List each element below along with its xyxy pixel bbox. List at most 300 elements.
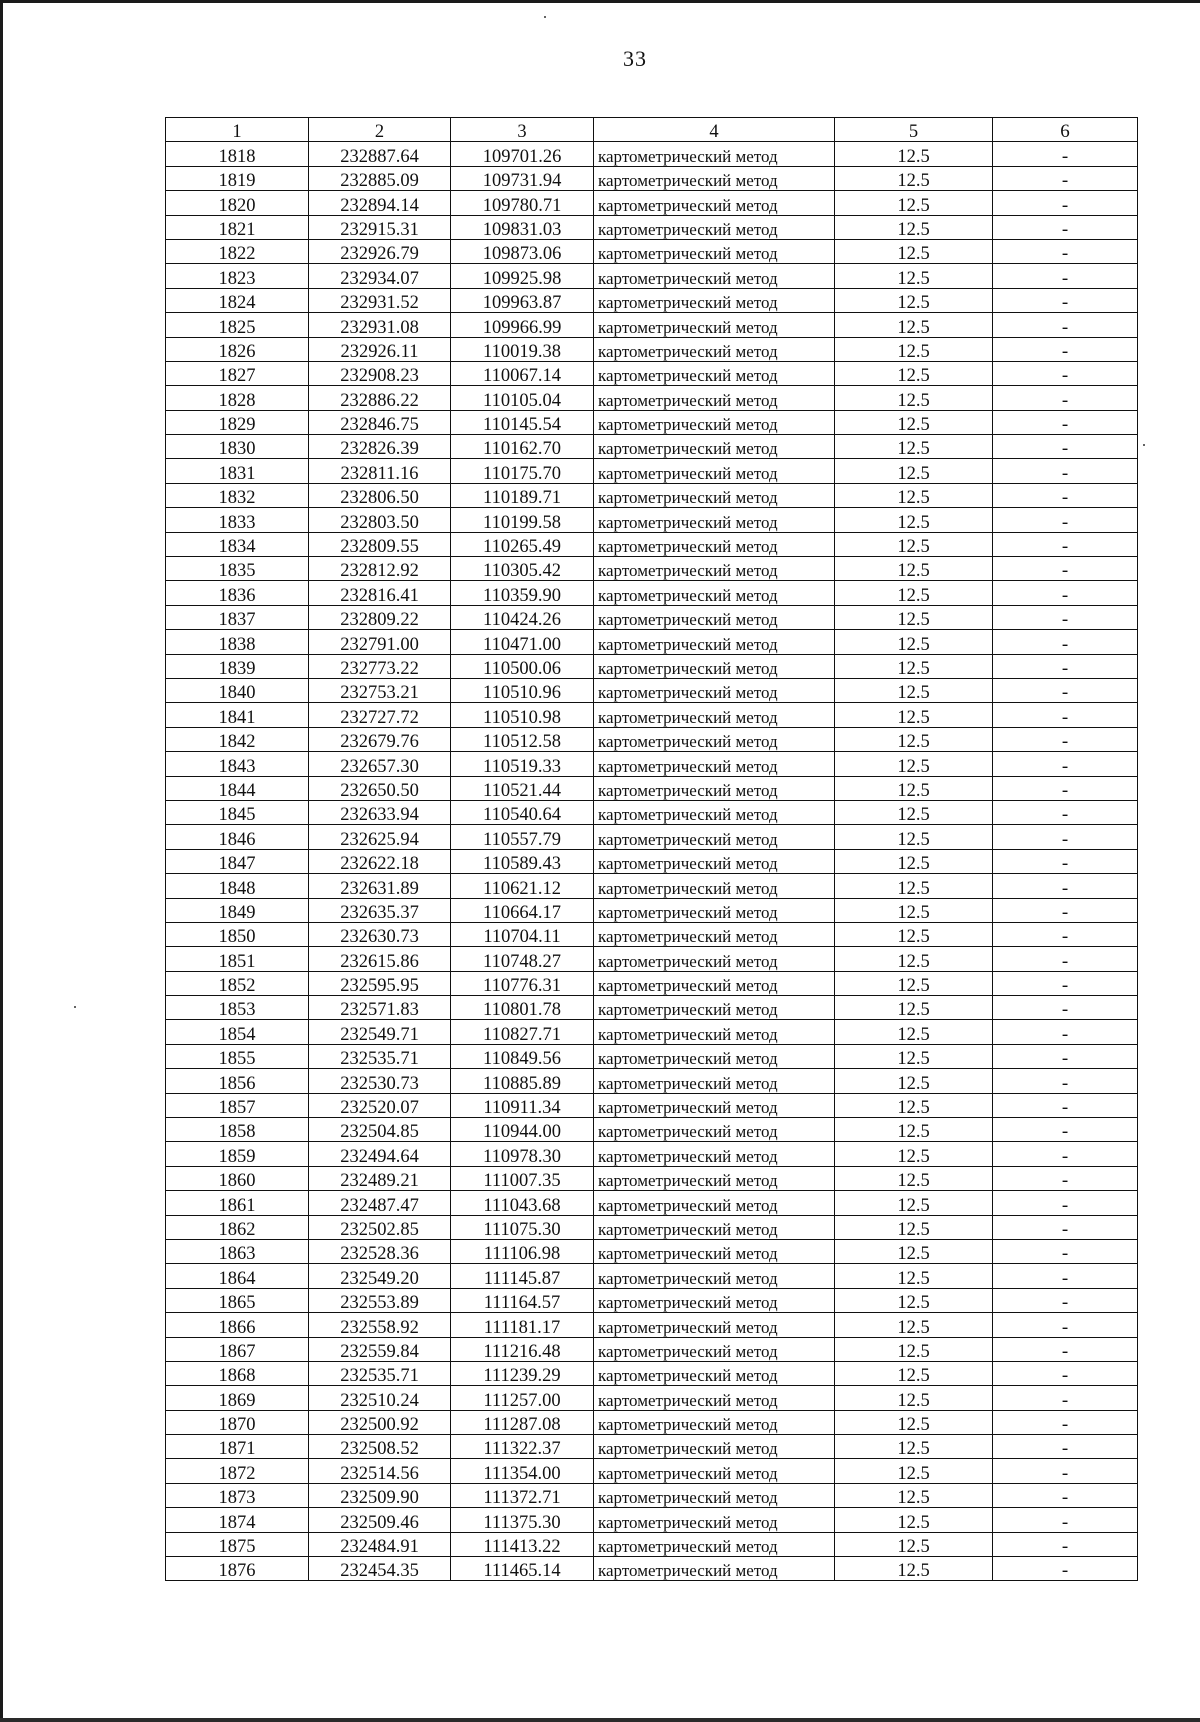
column-header: 2	[309, 118, 451, 142]
precision-cell: 12.5	[835, 459, 993, 483]
point-number-cell: 1820	[166, 191, 309, 215]
note-cell: -	[993, 800, 1138, 824]
table-row	[166, 215, 1138, 239]
precision-cell: 12.5	[835, 752, 993, 776]
precision-cell: 12.5	[835, 1410, 993, 1434]
method-cell: картометрический метод	[594, 898, 835, 922]
table-row	[166, 386, 1138, 410]
method-cell: картометрический метод	[594, 947, 835, 971]
x-coordinate-cell: 232549.20	[309, 1264, 451, 1288]
method-cell: картометрический метод	[594, 630, 835, 654]
y-coordinate-cell: 110557.79	[451, 825, 594, 849]
y-coordinate-cell: 110424.26	[451, 605, 594, 629]
table-row	[166, 483, 1138, 507]
table-row	[166, 1044, 1138, 1068]
x-coordinate-cell: 232502.85	[309, 1215, 451, 1239]
table-body	[166, 142, 1138, 1581]
point-number-cell: 1851	[166, 947, 309, 971]
method-cell: картометрический метод	[594, 874, 835, 898]
x-coordinate-cell: 232657.30	[309, 752, 451, 776]
y-coordinate-cell: 110145.54	[451, 410, 594, 434]
scan-border-top	[0, 0, 1200, 3]
x-coordinate-cell: 232773.22	[309, 654, 451, 678]
precision-cell: 12.5	[835, 264, 993, 288]
point-number-cell: 1834	[166, 532, 309, 556]
column-header: 4	[594, 118, 835, 142]
x-coordinate-cell: 232510.24	[309, 1386, 451, 1410]
method-cell: картометрический метод	[594, 288, 835, 312]
note-cell: -	[993, 459, 1138, 483]
y-coordinate-cell: 110849.56	[451, 1044, 594, 1068]
precision-cell: 12.5	[835, 1093, 993, 1117]
table-row	[166, 508, 1138, 532]
method-cell: картометрический метод	[594, 1483, 835, 1507]
table-row	[166, 410, 1138, 434]
column-header: 1	[166, 118, 309, 142]
point-number-cell: 1864	[166, 1264, 309, 1288]
y-coordinate-cell: 110175.70	[451, 459, 594, 483]
point-number-cell: 1829	[166, 410, 309, 434]
note-cell: -	[993, 605, 1138, 629]
precision-cell: 12.5	[835, 386, 993, 410]
precision-cell: 12.5	[835, 849, 993, 873]
method-cell: картометрический метод	[594, 1410, 835, 1434]
y-coordinate-cell: 111465.14	[451, 1557, 594, 1581]
table-row	[166, 1337, 1138, 1361]
y-coordinate-cell: 110521.44	[451, 776, 594, 800]
y-coordinate-cell: 111145.87	[451, 1264, 594, 1288]
method-cell: картометрический метод	[594, 1093, 835, 1117]
table-row	[166, 1020, 1138, 1044]
x-coordinate-cell: 232926.79	[309, 239, 451, 263]
x-coordinate-cell: 232535.71	[309, 1044, 451, 1068]
note-cell: -	[993, 337, 1138, 361]
y-coordinate-cell: 111372.71	[451, 1483, 594, 1507]
point-number-cell: 1825	[166, 313, 309, 337]
x-coordinate-cell: 232615.86	[309, 947, 451, 971]
y-coordinate-cell: 110359.90	[451, 581, 594, 605]
method-cell: картометрический метод	[594, 996, 835, 1020]
note-cell: -	[993, 1191, 1138, 1215]
precision-cell: 12.5	[835, 337, 993, 361]
y-coordinate-cell: 110512.58	[451, 727, 594, 751]
x-coordinate-cell: 232504.85	[309, 1118, 451, 1142]
x-coordinate-cell: 232487.47	[309, 1191, 451, 1215]
precision-cell: 12.5	[835, 1215, 993, 1239]
method-cell: картометрический метод	[594, 849, 835, 873]
point-number-cell: 1824	[166, 288, 309, 312]
point-number-cell: 1852	[166, 971, 309, 995]
table-row	[166, 605, 1138, 629]
method-cell: картометрический метод	[594, 752, 835, 776]
point-number-cell: 1875	[166, 1532, 309, 1556]
point-number-cell: 1842	[166, 727, 309, 751]
method-cell: картометрический метод	[594, 1435, 835, 1459]
x-coordinate-cell: 232915.31	[309, 215, 451, 239]
x-coordinate-cell: 232931.52	[309, 288, 451, 312]
x-coordinate-cell: 232727.72	[309, 703, 451, 727]
method-cell: картометрический метод	[594, 1069, 835, 1093]
method-cell: картометрический метод	[594, 1191, 835, 1215]
y-coordinate-cell: 111075.30	[451, 1215, 594, 1239]
note-cell: -	[993, 313, 1138, 337]
precision-cell: 12.5	[835, 191, 993, 215]
x-coordinate-cell: 232826.39	[309, 435, 451, 459]
note-cell: -	[993, 166, 1138, 190]
x-coordinate-cell: 232791.00	[309, 630, 451, 654]
x-coordinate-cell: 232558.92	[309, 1313, 451, 1337]
y-coordinate-cell: 109873.06	[451, 239, 594, 263]
x-coordinate-cell: 232571.83	[309, 996, 451, 1020]
table-row	[166, 166, 1138, 190]
method-cell: картометрический метод	[594, 1337, 835, 1361]
table-row	[166, 947, 1138, 971]
y-coordinate-cell: 110067.14	[451, 361, 594, 385]
x-coordinate-cell: 232894.14	[309, 191, 451, 215]
y-coordinate-cell: 110911.34	[451, 1093, 594, 1117]
precision-cell: 12.5	[835, 1166, 993, 1190]
point-number-cell: 1848	[166, 874, 309, 898]
method-cell: картометрический метод	[594, 1020, 835, 1044]
note-cell: -	[993, 483, 1138, 507]
method-cell: картометрический метод	[594, 1288, 835, 1312]
y-coordinate-cell: 109831.03	[451, 215, 594, 239]
precision-cell: 12.5	[835, 142, 993, 166]
note-cell: -	[993, 1435, 1138, 1459]
method-cell: картометрический метод	[594, 1557, 835, 1581]
y-coordinate-cell: 111375.30	[451, 1508, 594, 1532]
precision-cell: 12.5	[835, 825, 993, 849]
note-cell: -	[993, 703, 1138, 727]
method-cell: картометрический метод	[594, 313, 835, 337]
table-row	[166, 971, 1138, 995]
table-row	[166, 459, 1138, 483]
method-cell: картометрический метод	[594, 1264, 835, 1288]
method-cell: картометрический метод	[594, 1361, 835, 1385]
method-cell: картометрический метод	[594, 337, 835, 361]
method-cell: картометрический метод	[594, 1532, 835, 1556]
x-coordinate-cell: 232494.64	[309, 1142, 451, 1166]
precision-cell: 12.5	[835, 435, 993, 459]
table-row	[166, 313, 1138, 337]
x-coordinate-cell: 232535.71	[309, 1361, 451, 1385]
point-number-cell: 1846	[166, 825, 309, 849]
y-coordinate-cell: 109966.99	[451, 313, 594, 337]
precision-cell: 12.5	[835, 1532, 993, 1556]
point-number-cell: 1856	[166, 1069, 309, 1093]
note-cell: -	[993, 142, 1138, 166]
point-number-cell: 1862	[166, 1215, 309, 1239]
point-number-cell: 1850	[166, 922, 309, 946]
note-cell: -	[993, 581, 1138, 605]
precision-cell: 12.5	[835, 874, 993, 898]
y-coordinate-cell: 110664.17	[451, 898, 594, 922]
table-row	[166, 825, 1138, 849]
table-row	[166, 1361, 1138, 1385]
y-coordinate-cell: 110885.89	[451, 1069, 594, 1093]
point-number-cell: 1871	[166, 1435, 309, 1459]
method-cell: картометрический метод	[594, 581, 835, 605]
precision-cell: 12.5	[835, 361, 993, 385]
precision-cell: 12.5	[835, 1386, 993, 1410]
method-cell: картометрический метод	[594, 1166, 835, 1190]
note-cell: -	[993, 630, 1138, 654]
point-number-cell: 1858	[166, 1118, 309, 1142]
precision-cell: 12.5	[835, 1557, 993, 1581]
point-number-cell: 1857	[166, 1093, 309, 1117]
column-header: 6	[993, 118, 1138, 142]
point-number-cell: 1836	[166, 581, 309, 605]
method-cell: картометрический метод	[594, 654, 835, 678]
note-cell: -	[993, 654, 1138, 678]
x-coordinate-cell: 232630.73	[309, 922, 451, 946]
x-coordinate-cell: 232816.41	[309, 581, 451, 605]
y-coordinate-cell: 110162.70	[451, 435, 594, 459]
point-number-cell: 1863	[166, 1239, 309, 1263]
x-coordinate-cell: 232887.64	[309, 142, 451, 166]
note-cell: -	[993, 1020, 1138, 1044]
x-coordinate-cell: 232809.22	[309, 605, 451, 629]
x-coordinate-cell: 232509.46	[309, 1508, 451, 1532]
y-coordinate-cell: 110748.27	[451, 947, 594, 971]
table-row	[166, 800, 1138, 824]
table-row	[166, 288, 1138, 312]
method-cell: картометрический метод	[594, 800, 835, 824]
table-row	[166, 142, 1138, 166]
table-row	[166, 1386, 1138, 1410]
y-coordinate-cell: 110305.42	[451, 557, 594, 581]
y-coordinate-cell: 110199.58	[451, 508, 594, 532]
point-number-cell: 1840	[166, 678, 309, 702]
header-row	[166, 118, 1138, 142]
y-coordinate-cell: 109780.71	[451, 191, 594, 215]
method-cell: картометрический метод	[594, 142, 835, 166]
method-cell: картометрический метод	[594, 922, 835, 946]
method-cell: картометрический метод	[594, 1508, 835, 1532]
note-cell: -	[993, 508, 1138, 532]
x-coordinate-cell: 232886.22	[309, 386, 451, 410]
point-number-cell: 1854	[166, 1020, 309, 1044]
y-coordinate-cell: 110510.96	[451, 678, 594, 702]
table-row	[166, 239, 1138, 263]
point-number-cell: 1867	[166, 1337, 309, 1361]
point-number-cell: 1876	[166, 1557, 309, 1581]
point-number-cell: 1847	[166, 849, 309, 873]
scan-border-left	[0, 0, 3, 1722]
method-cell: картометрический метод	[594, 776, 835, 800]
note-cell: -	[993, 386, 1138, 410]
note-cell: -	[993, 1337, 1138, 1361]
point-number-cell: 1819	[166, 166, 309, 190]
precision-cell: 12.5	[835, 727, 993, 751]
x-coordinate-cell: 232559.84	[309, 1337, 451, 1361]
method-cell: картометрический метод	[594, 435, 835, 459]
note-cell: -	[993, 849, 1138, 873]
y-coordinate-cell: 111216.48	[451, 1337, 594, 1361]
note-cell: -	[993, 1044, 1138, 1068]
precision-cell: 12.5	[835, 1069, 993, 1093]
table-row	[166, 678, 1138, 702]
y-coordinate-cell: 111007.35	[451, 1166, 594, 1190]
note-cell: -	[993, 239, 1138, 263]
precision-cell: 12.5	[835, 605, 993, 629]
table-row	[166, 361, 1138, 385]
point-number-cell: 1872	[166, 1459, 309, 1483]
precision-cell: 12.5	[835, 313, 993, 337]
method-cell: картометрический метод	[594, 166, 835, 190]
method-cell: картометрический метод	[594, 1313, 835, 1337]
point-number-cell: 1855	[166, 1044, 309, 1068]
table-row	[166, 922, 1138, 946]
y-coordinate-cell: 110105.04	[451, 386, 594, 410]
x-coordinate-cell: 232806.50	[309, 483, 451, 507]
precision-cell: 12.5	[835, 1142, 993, 1166]
method-cell: картометрический метод	[594, 1239, 835, 1263]
note-cell: -	[993, 1557, 1138, 1581]
note-cell: -	[993, 288, 1138, 312]
precision-cell: 12.5	[835, 1313, 993, 1337]
x-coordinate-cell: 232846.75	[309, 410, 451, 434]
x-coordinate-cell: 232885.09	[309, 166, 451, 190]
note-cell: -	[993, 1361, 1138, 1385]
y-coordinate-cell: 110589.43	[451, 849, 594, 873]
note-cell: -	[993, 1410, 1138, 1434]
x-coordinate-cell: 232635.37	[309, 898, 451, 922]
precision-cell: 12.5	[835, 776, 993, 800]
note-cell: -	[993, 1508, 1138, 1532]
y-coordinate-cell: 110978.30	[451, 1142, 594, 1166]
note-cell: -	[993, 971, 1138, 995]
y-coordinate-cell: 111181.17	[451, 1313, 594, 1337]
y-coordinate-cell: 110519.33	[451, 752, 594, 776]
method-cell: картометрический метод	[594, 1386, 835, 1410]
precision-cell: 12.5	[835, 1288, 993, 1312]
y-coordinate-cell: 111354.00	[451, 1459, 594, 1483]
precision-cell: 12.5	[835, 1508, 993, 1532]
precision-cell: 12.5	[835, 215, 993, 239]
y-coordinate-cell: 110944.00	[451, 1118, 594, 1142]
precision-cell: 12.5	[835, 800, 993, 824]
precision-cell: 12.5	[835, 166, 993, 190]
table-row	[166, 1239, 1138, 1263]
x-coordinate-cell: 232454.35	[309, 1557, 451, 1581]
precision-cell: 12.5	[835, 1337, 993, 1361]
y-coordinate-cell: 111287.08	[451, 1410, 594, 1434]
point-number-cell: 1835	[166, 557, 309, 581]
note-cell: -	[993, 678, 1138, 702]
precision-cell: 12.5	[835, 508, 993, 532]
x-coordinate-cell: 232484.91	[309, 1532, 451, 1556]
method-cell: картометрический метод	[594, 361, 835, 385]
x-coordinate-cell: 232549.71	[309, 1020, 451, 1044]
precision-cell: 12.5	[835, 1020, 993, 1044]
method-cell: картометрический метод	[594, 1459, 835, 1483]
table-row	[166, 1508, 1138, 1532]
point-number-cell: 1833	[166, 508, 309, 532]
point-number-cell: 1837	[166, 605, 309, 629]
method-cell: картометрический метод	[594, 727, 835, 751]
method-cell: картометрический метод	[594, 1044, 835, 1068]
precision-cell: 12.5	[835, 654, 993, 678]
note-cell: -	[993, 1239, 1138, 1263]
note-cell: -	[993, 947, 1138, 971]
precision-cell: 12.5	[835, 1264, 993, 1288]
precision-cell: 12.5	[835, 1044, 993, 1068]
scan-speck	[1143, 444, 1145, 446]
note-cell: -	[993, 996, 1138, 1020]
point-number-cell: 1821	[166, 215, 309, 239]
note-cell: -	[993, 1093, 1138, 1117]
note-cell: -	[993, 1166, 1138, 1190]
precision-cell: 12.5	[835, 288, 993, 312]
precision-cell: 12.5	[835, 1239, 993, 1263]
x-coordinate-cell: 232528.36	[309, 1239, 451, 1263]
method-cell: картометрический метод	[594, 532, 835, 556]
precision-cell: 12.5	[835, 483, 993, 507]
point-number-cell: 1866	[166, 1313, 309, 1337]
scan-speck	[544, 16, 546, 18]
method-cell: картометрический метод	[594, 264, 835, 288]
table-row	[166, 630, 1138, 654]
precision-cell: 12.5	[835, 1483, 993, 1507]
x-coordinate-cell: 232812.92	[309, 557, 451, 581]
x-coordinate-cell: 232753.21	[309, 678, 451, 702]
coordinates-table	[165, 117, 1138, 1581]
y-coordinate-cell: 111239.29	[451, 1361, 594, 1385]
method-cell: картометрический метод	[594, 410, 835, 434]
table-row	[166, 1166, 1138, 1190]
table-row	[166, 1093, 1138, 1117]
table-row	[166, 727, 1138, 751]
point-number-cell: 1865	[166, 1288, 309, 1312]
note-cell: -	[993, 557, 1138, 581]
point-number-cell: 1818	[166, 142, 309, 166]
table-row	[166, 1118, 1138, 1142]
note-cell: -	[993, 1215, 1138, 1239]
precision-cell: 12.5	[835, 922, 993, 946]
precision-cell: 12.5	[835, 947, 993, 971]
method-cell: картометрический метод	[594, 483, 835, 507]
table-header	[166, 118, 1138, 142]
method-cell: картометрический метод	[594, 703, 835, 727]
note-cell: -	[993, 1483, 1138, 1507]
point-number-cell: 1822	[166, 239, 309, 263]
point-number-cell: 1859	[166, 1142, 309, 1166]
precision-cell: 12.5	[835, 410, 993, 434]
precision-cell: 12.5	[835, 1459, 993, 1483]
x-coordinate-cell: 232514.56	[309, 1459, 451, 1483]
point-number-cell: 1838	[166, 630, 309, 654]
method-cell: картометрический метод	[594, 191, 835, 215]
table-row	[166, 874, 1138, 898]
x-coordinate-cell: 232679.76	[309, 727, 451, 751]
method-cell: картометрический метод	[594, 215, 835, 239]
note-cell: -	[993, 1313, 1138, 1337]
method-cell: картометрический метод	[594, 678, 835, 702]
table-row	[166, 1215, 1138, 1239]
point-number-cell: 1853	[166, 996, 309, 1020]
method-cell: картометрический метод	[594, 239, 835, 263]
note-cell: -	[993, 1288, 1138, 1312]
note-cell: -	[993, 1459, 1138, 1483]
y-coordinate-cell: 110540.64	[451, 800, 594, 824]
x-coordinate-cell: 232553.89	[309, 1288, 451, 1312]
table-row	[166, 337, 1138, 361]
y-coordinate-cell: 110265.49	[451, 532, 594, 556]
point-number-cell: 1873	[166, 1483, 309, 1507]
y-coordinate-cell: 110621.12	[451, 874, 594, 898]
point-number-cell: 1869	[166, 1386, 309, 1410]
